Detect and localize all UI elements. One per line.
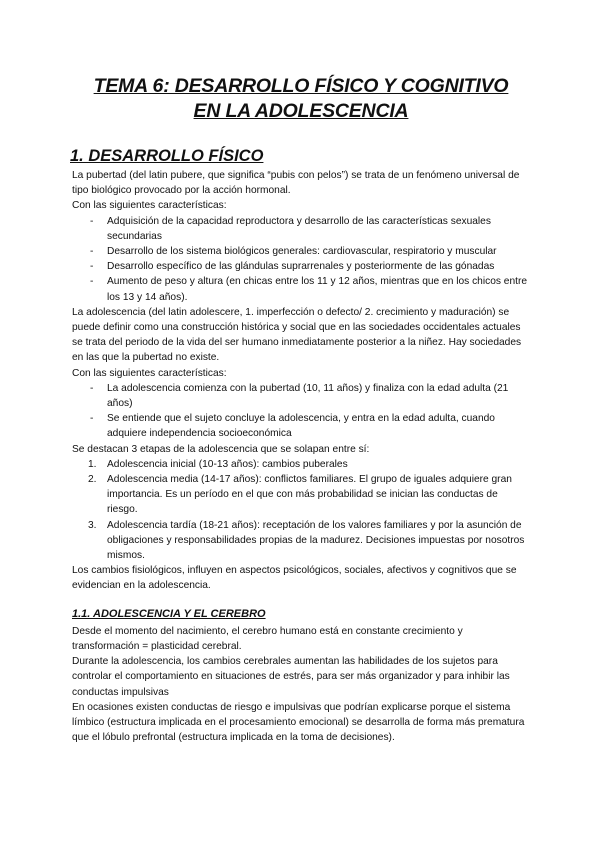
dash-marker: - — [90, 276, 94, 288]
list-item-text: Aumento de peso y altura (en chicas entre los 11 y 12 años, mientras que en los chicos entre los 13 y 14 años). — [107, 276, 527, 303]
list-item — [72, 274, 530, 304]
dash-marker: - — [90, 382, 94, 394]
closing-paragraph: Los cambios fisiológicos, influyen en aspectos psicológicos, sociales, afectivos y cognitivos que se evidencian en la adolescencia. — [72, 565, 517, 592]
list-item-text: Adquisición de la capacidad reproductora y desarrollo de las características sexuales secundarias — [107, 215, 491, 242]
cerebro-paragraph-2: Durante la adolescencia, los cambios cerebrales aumentan las habilidades de los sujetos para controlar el comportamiento en situaciones de estrés, para ser más organizador y para inhibir las conductas impulsivas — [72, 656, 510, 698]
list-item-text: Adolescencia inicial (10-13 años): cambios puberales — [107, 458, 348, 470]
characteristics-label-2: Con las siguientes características: — [72, 367, 227, 379]
adolescencia-characteristics-list — [72, 381, 530, 442]
adolescencia-paragraph: La adolescencia (del latin adolescere, 1. imperfección o defecto/ 2. crecimiento y maduración) se puede definir como una construcción histórica y social que en las sociedades occidentales actuales se trata del periodo de la vida del ser humano inmediatamente posterior a la niñez. Hay sociedades en las que la pubertad no existe. — [72, 306, 522, 364]
list-item — [72, 259, 530, 274]
stages-list — [72, 457, 530, 563]
dash-marker: - — [90, 246, 94, 258]
number-marker: 1. — [88, 458, 97, 470]
list-item-text: Desarrollo de los sistema biológicos generales: cardiovascular, respiratorio y muscular — [107, 246, 497, 258]
number-marker: 2. — [88, 474, 97, 486]
cerebro-paragraph-1: Desde el momento del nacimiento, el cerebro humano está en constante crecimiento y transformación = plasticidad cerebral. — [72, 625, 463, 652]
section-heading-adolescencia-cerebro: 1.1. ADOLESCENCIA Y EL CEREBRO — [72, 607, 266, 620]
list-item — [72, 457, 530, 472]
list-item-text: Desarrollo específico de las glándulas suprarrenales y posteriormente de las gónadas — [107, 261, 495, 273]
list-item — [72, 381, 530, 411]
document-title — [72, 74, 530, 124]
pubertad-characteristics-list — [72, 214, 530, 305]
list-item-text: Adolescencia media (14-17 años): conflictos familiares. El grupo de iguales adquiere gran importancia. Es un período en el que con más probabilidad se inician las conductas de riesgo. — [107, 474, 512, 516]
dash-marker: - — [90, 215, 94, 227]
dash-marker: - — [90, 413, 94, 425]
list-item — [72, 411, 530, 441]
stages-label: Se destacan 3 etapas de la adolescencia que se solapan entre sí: — [72, 443, 370, 455]
number-marker: 3. — [88, 519, 97, 531]
dash-marker: - — [90, 261, 94, 273]
list-item-text: La adolescencia comienza con la pubertad (10, 11 años) y finaliza con la edad adulta (21 años) — [107, 382, 509, 410]
list-item — [72, 244, 530, 259]
title-line-2: EN LA ADOLESCENCIA — [193, 100, 409, 122]
list-item-text: Adolescencia tardía (18-21 años): receptación de los valores familiares y por la asunción de obligaciones y responsabilidades propias de la madurez. Decisiones impuestas por nosotros mismos. — [107, 519, 525, 562]
characteristics-label: Con las siguientes características: — [72, 200, 227, 212]
title-line-1: TEMA 6: DESARROLLO FÍSICO Y COGNITIVO — [93, 75, 509, 97]
list-item — [72, 472, 530, 518]
cerebro-paragraph-3: En ocasiones existen conductas de riesgo e impulsivas que podrían explicarse porque el sistema límbico (estructura implicada en el procesamiento emocional) se desarrolla de forma más prematura que el lóbulo prefrontal (estructura implicada en la toma de decisiones). — [72, 701, 525, 744]
section-heading-desarrollo-fisico: 1. DESARROLLO FÍSICO — [70, 147, 264, 165]
list-item — [72, 518, 530, 564]
list-item — [72, 214, 530, 244]
pubertad-paragraph: La pubertad (del latin pubere, que significa “pubis con pelos”) se trata de un fenómeno universal de tipo biológico provocado por la acción hormonal. — [72, 170, 520, 197]
list-item-text: Se entiende que el sujeto concluye la adolescencia, y entra en la edad adulta, cuando adquiere independencia socioeconómica — [107, 413, 495, 440]
